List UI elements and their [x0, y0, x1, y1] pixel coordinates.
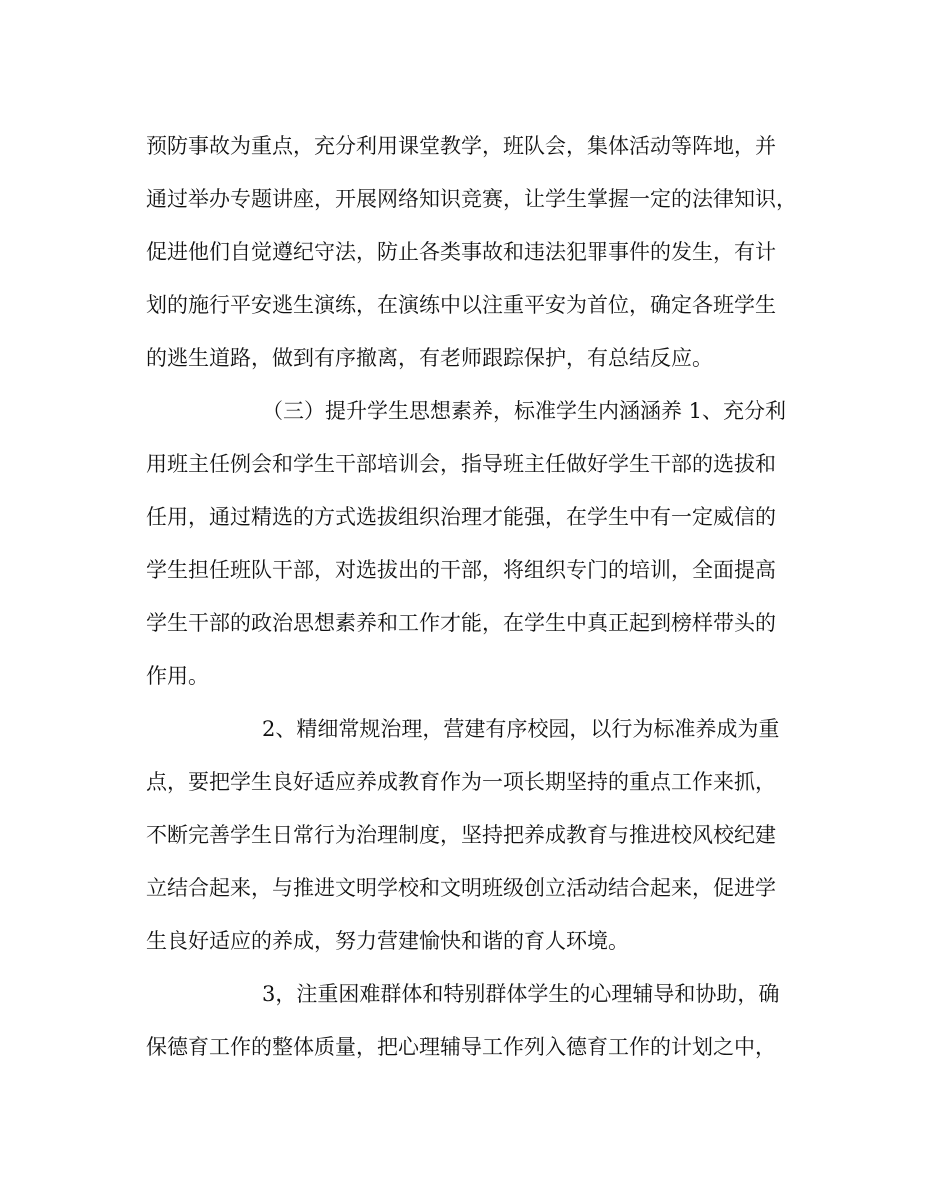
paragraph-3-line-4: 立结合起来，与推进文明学校和文明班级创立活动结合起来，促进学	[146, 876, 776, 900]
paragraph-3-line-3: 不断完善学生日常行为治理制度，坚持把养成教育与推进校风校纪建	[146, 823, 776, 847]
paragraph-2-line-5: 学生干部的政治思想素养和工作才能，在学生中真正起到榜样带头的	[146, 611, 776, 635]
paragraph-2-line-3: 任用，通过精选的方式选拔组织治理才能强，在学生中有一定威信的	[146, 505, 776, 529]
paragraph-1-line-1: 预防事故为重点，充分利用课堂教学，班队会，集体活动等阵地，并	[146, 134, 776, 158]
paragraph-4-line-1: 3，注重困难群体和特别群体学生的心理辅导和协助，确	[262, 982, 780, 1006]
paragraph-1-line-4: 划的施行平安逃生演练，在演练中以注重平安为首位，确定各班学生	[146, 293, 776, 317]
paragraph-1-line-5: 的逃生道路，做到有序撤离，有老师跟踪保护，有总结反应。	[146, 346, 713, 370]
paragraph-3-line-2: 点，要把学生良好适应养成教育作为一项长期坚持的重点工作来抓，	[146, 770, 776, 794]
paragraph-3-line-5: 生良好适应的养成，努力营建愉快和谐的育人环境。	[146, 929, 629, 953]
paragraph-2-line-1: （三）提升学生思想素养，标准学生内涵涵养 1、充分利	[262, 399, 787, 423]
paragraph-2-line-2: 用班主任例会和学生干部培训会，指导班主任做好学生干部的选拔和	[146, 452, 776, 476]
paragraph-1-line-2: 通过举办专题讲座，开展网络知识竞赛，让学生掌握一定的法律知识，	[146, 187, 797, 211]
paragraph-1-line-3: 促进他们自觉遵纪守法，防止各类事故和违法犯罪事件的发生，有计	[146, 240, 776, 264]
paragraph-4-line-2: 保德育工作的整体质量，把心理辅导工作列入德育工作的计划之中，	[146, 1035, 776, 1059]
paragraph-2-line-6: 作用。	[146, 664, 209, 688]
paragraph-3-line-1: 2、精细常规治理，营建有序校园，以行为标准养成为重	[262, 717, 780, 741]
paragraph-2-line-4: 学生担任班队干部，对选拔出的干部，将组织专门的培训，全面提高	[146, 558, 776, 582]
